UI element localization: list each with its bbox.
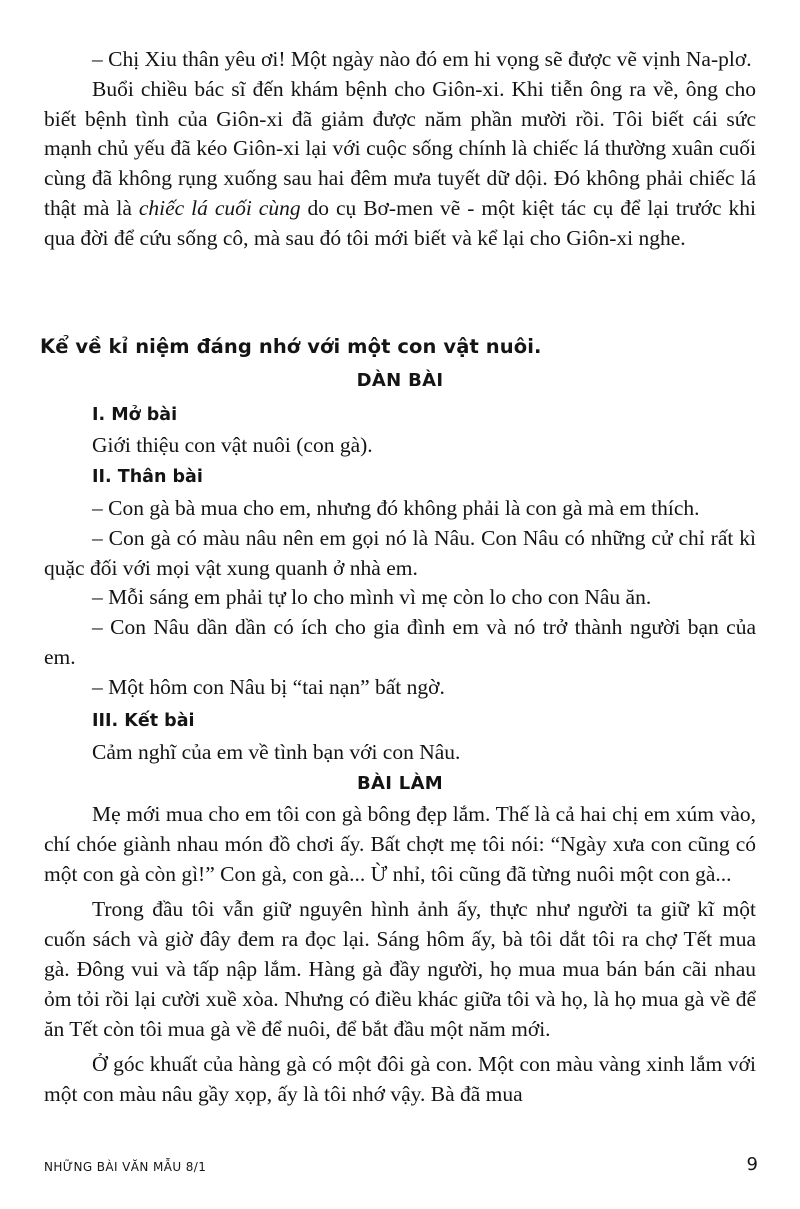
outline-item: – Con gà có màu nâu nên em gọi nó là Nâu. Con Nâu có những cử chỉ rất kì quặc đối với mọi vật xung quanh ở nhà em. <box>44 525 756 580</box>
intro-paragraph-2 <box>44 75 756 254</box>
essay-section <box>44 800 756 1110</box>
page-number: 9 <box>746 1154 758 1175</box>
outline-section-3-title: III. Kết bài <box>92 711 195 731</box>
outline-section-2-list <box>44 494 756 703</box>
outline-section-1-text: Giới thiệu con vật nuôi (con gà). <box>92 433 373 457</box>
outline-heading: DÀN BÀI <box>356 370 444 391</box>
outline-section-2-title: II. Thân bài <box>92 467 203 487</box>
outline-section-3-text: Cảm nghĩ của em về tình bạn với con Nâu. <box>92 740 461 764</box>
essay-paragraph: Mẹ mới mua cho em tôi con gà bông đẹp lắm. Thế là cả hai chị em xúm vào, chí chóe giành nhau món đồ chơi ấy. Bất chợt mẹ tôi nói: “Ngày xưa con cũng có một con gà còn gì!” Con gà, con gà... Ừ nhỉ, tôi cũng đã từng nuôi một con gà... <box>44 802 756 886</box>
intro-paragraph-2-text-a: Buổi chiều bác sĩ đến khám bệnh cho Giôn-xi. Khi tiễn ông ra về, ông cho biết bệnh tình của Giôn-xi đã giảm được năm phần mười rồi. Tôi biết cái sức mạnh chủ yếu đã kéo Giôn-xi lại với cuộc sống chính là chiếc lá thường xuân cuối cùng đã không rụng xuống sau hai đêm mưa tuyết dữ dội. Đó không phải chiếc lá thật mà là <box>44 76 756 220</box>
outline-section-1-title: I. Mở bài <box>92 405 178 425</box>
outline-item: – Con Nâu dần dần có ích cho gia đình em và nó trở thành người bạn của em. <box>44 615 756 669</box>
essay-paragraph: Trong đầu tôi vẫn giữ nguyên hình ảnh ấy, thực như người ta giữ kĩ một cuốn sách và giờ đây đem ra đọc lại. Sáng hôm ấy, bà tôi dắt tôi ra chợ Tết mua gà. Đông vui và tấp nập lắm. Hàng gà đầy người, họ mua mua bán bán cãi nhau ỏm tỏi rồi lại cười xuề xòa. Nhưng có điều khác giữa tôi và họ, là họ mua gà về để ăn Tết còn tôi mua gà về để nuôi, để bắt đầu một năm mới. <box>44 897 756 1041</box>
intro-paragraph-2-text-b: do cụ Bơ-men vẽ - một kiệt tác cụ để lại trước khi qua đời để cứu sống cô, mà sau đó tôi mới biết và kể lại cho Giôn-xi nghe. <box>44 195 756 250</box>
footer-book-title: NHỮNG BÀI VĂN MẪU 8/1 <box>44 1160 207 1174</box>
outline-item: – Một hôm con Nâu bị “tai nạn” bất ngờ. <box>92 674 445 699</box>
topic-heading: Kể về kỉ niệm đáng nhớ với một con vật nuôi. <box>40 335 542 358</box>
outline-item: – Mỗi sáng em phải tự lo cho mình vì mẹ còn lo cho con Nâu ăn. <box>92 585 652 610</box>
intro-paragraph-2-italic: chiếc lá cuối cùng <box>138 195 301 220</box>
intro-section <box>44 45 756 254</box>
outline-item: – Con gà bà mua cho em, nhưng đó không phải là con gà mà em thích. <box>92 496 700 520</box>
intro-paragraph-1: – Chị Xiu thân yêu ơi! Một ngày nào đó em hi vọng sẽ được vẽ vịnh Na-plơ. <box>92 47 752 71</box>
essay-heading: BÀI LÀM <box>356 773 444 794</box>
essay-paragraph: Ở góc khuất của hàng gà có một đôi gà con. Một con màu vàng xinh lắm với một con màu nâu gầy xọp, ấy là tôi nhớ vậy. Bà đã mua <box>44 1052 756 1107</box>
